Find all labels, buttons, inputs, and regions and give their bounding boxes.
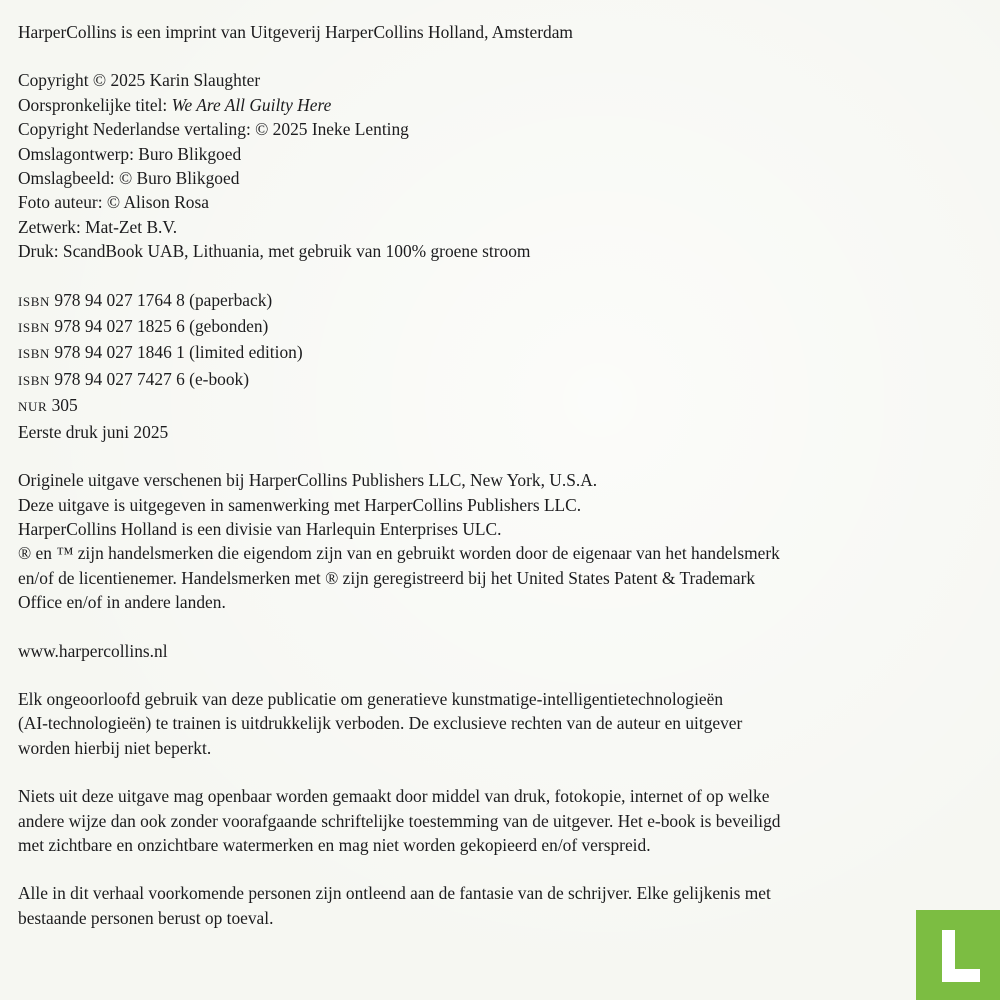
credit-copyright: Copyright © 2025 Karin Slaughter xyxy=(18,70,261,91)
nur-code: NUR 305 xyxy=(18,395,78,416)
website-link[interactable]: www.harpercollins.nl xyxy=(18,640,168,661)
rights-notice-line: andere wijze dan ook zonder voorafgaande schriftelijke toestemming van de uitgever. Het e-book is beveiligd xyxy=(18,810,781,831)
imprint-line: HarperCollins is een imprint van Uitgeverij HarperCollins Holland, Amsterdam xyxy=(18,22,573,42)
rights-notice-line: Niets uit deze uitgave mag openbaar worden gemaakt door middel van druk, fotokopie, internet of op welke xyxy=(18,786,770,807)
original-edition-block xyxy=(18,468,978,614)
credit-cover-image: Omslagbeeld: © Buro Blikgoed xyxy=(18,168,240,189)
original-title: We Are All Guilty Here xyxy=(171,94,332,115)
credits-block xyxy=(18,68,978,263)
original-edition-line: Deze uitgave is uitgegeven in samenwerking met HarperCollins Publishers LLC. xyxy=(18,494,582,515)
lastdodo-l-logo-icon xyxy=(916,910,1000,1000)
ai-notice-line: Elk ongeoorloofd gebruik van deze publicatie om generatieve kunstmatige-intelligentietechnologieën xyxy=(18,688,724,709)
isbn-block xyxy=(18,288,978,444)
isbn-limited: ISBN 978 94 027 1846 1 (limited edition) xyxy=(18,342,303,363)
credit-translation: Copyright Nederlandse vertaling: © 2025 Ineke Lenting xyxy=(18,119,409,140)
original-edition-line: Originele uitgave verschenen bij HarperCollins Publishers LLC, New York, U.S.A. xyxy=(18,470,598,491)
ai-notice-line: (AI-technologieën) te trainen is uitdrukkelijk verboden. De exclusieve rechten van de auteur en uitgever xyxy=(18,713,743,734)
first-print: Eerste druk juni 2025 xyxy=(18,421,169,442)
credit-original-title: Oorspronkelijke titel: We Are All Guilty Here xyxy=(18,94,332,115)
rights-notice-block xyxy=(18,784,978,857)
trademark-line: ® en ™ zijn handelsmerken die eigendom zijn van en gebruikt worden door de eigenaar van het handelsmerk xyxy=(18,543,780,564)
fiction-notice-line: bestaande personen berust op toeval. xyxy=(18,907,274,928)
credit-printing: Druk: ScandBook UAB, Lithuania, met gebruik van 100% groene stroom xyxy=(18,241,531,262)
imprint-block xyxy=(18,20,978,44)
fiction-notice-block xyxy=(18,881,978,930)
original-edition-line: HarperCollins Holland is een divisie van Harlequin Enterprises ULC. xyxy=(18,518,502,539)
website-block xyxy=(18,639,978,663)
fiction-notice-line: Alle in dit verhaal voorkomende personen zijn ontleend aan de fantasie van de schrijver. Elke gelijkenis met xyxy=(18,883,771,904)
isbn-ebook: ISBN 978 94 027 7427 6 (e-book) xyxy=(18,368,250,389)
ai-notice-block xyxy=(18,687,978,760)
isbn-paperback: ISBN 978 94 027 1764 8 (paperback) xyxy=(18,289,273,310)
trademark-line: Office en/of in andere landen. xyxy=(18,592,226,613)
trademark-line: en/of de licentienemer. Handelsmerken met ® zijn geregistreerd bij het United States Patent & Trademark xyxy=(18,567,756,588)
isbn-hardcover: ISBN 978 94 027 1825 6 (gebonden) xyxy=(18,316,269,337)
rights-notice-line: met zichtbare en onzichtbare watermerken en mag niet worden gekopieerd en/of verspreid. xyxy=(18,834,651,855)
credit-cover-design: Omslagontwerp: Buro Blikgoed xyxy=(18,143,242,164)
l-glyph xyxy=(942,930,984,982)
ai-notice-line: worden hierbij niet beperkt. xyxy=(18,737,212,758)
colophon xyxy=(18,20,978,954)
credit-typesetting: Zetwerk: Mat-Zet B.V. xyxy=(18,216,178,237)
credit-author-photo: Foto auteur: © Alison Rosa xyxy=(18,192,209,213)
